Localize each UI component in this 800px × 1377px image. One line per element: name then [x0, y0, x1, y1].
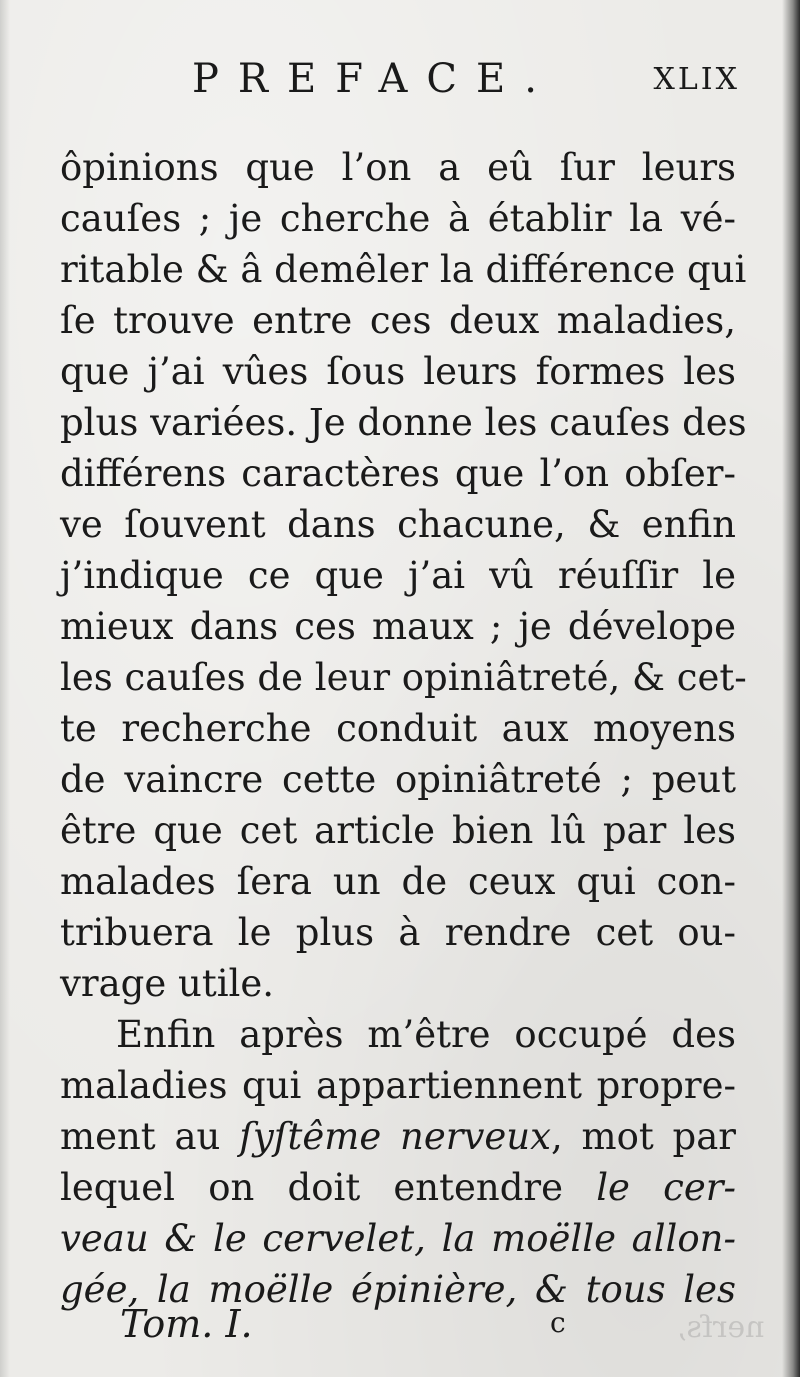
italic-line: gée, la moëlle épinière, & tous les	[60, 1268, 736, 1311]
text-line: vrage utile.	[60, 962, 275, 1005]
italic-term: ſyſtême nerveux	[239, 1115, 551, 1158]
text-line: malades ſera un de ceux qui con-	[60, 860, 736, 903]
text-line: ſe trouve entre ces deux maladies,	[60, 299, 736, 342]
text-line: plus variées. Je donne les cauſes des	[60, 401, 747, 444]
text-line: de vaincre cette opiniâtreté ; peut	[60, 758, 736, 801]
text-line: j’indique ce que j’ai vû réuſſir le	[60, 554, 736, 597]
text-line: ve ſouvent dans chacune, & enfin	[60, 503, 736, 546]
text-line: ritable & â demêler la différence qui	[60, 248, 747, 291]
page-edge-right	[782, 0, 800, 1377]
body-text	[60, 142, 747, 1315]
text-line: différens caractères que l’on obſer-	[60, 452, 736, 495]
text-line: te recherche conduit aux moyens	[60, 707, 736, 750]
text-line: mieux dans ces maux ; je dévelope	[60, 605, 736, 648]
signature-mark: c	[550, 1306, 566, 1339]
volume-mark: Tom. I.	[120, 1302, 253, 1346]
text-line: les cauſes de leur opiniâtreté, & cet-	[60, 656, 747, 699]
text-span: , mot par	[550, 1115, 736, 1158]
bleed-through-text: nerfs,	[676, 1310, 764, 1345]
text-line: tribuera le plus à rendre cet ou-	[60, 911, 736, 954]
running-title: PREFACE.	[192, 56, 556, 102]
text-span: lequel on doit entendre	[60, 1166, 597, 1209]
text-line: cauſes ; je cherche à établir la vé-	[60, 197, 736, 240]
italic-term: le cer-	[596, 1166, 736, 1209]
page-header	[60, 56, 740, 106]
page-number: XLIX	[653, 62, 740, 97]
text-line: ôpinions que l’on a eû ſur leurs	[60, 146, 736, 189]
italic-line: veau & le cervelet, la moëlle allon-	[60, 1217, 736, 1260]
text-span: ment au	[60, 1115, 240, 1158]
paragraph-start-line: Enfin après m’être occupé des	[116, 1013, 736, 1056]
text-line-mixed	[60, 1162, 736, 1213]
text-line: être que cet article bien lû par les	[60, 809, 736, 852]
page-edge-left	[0, 0, 10, 1377]
text-line: que j’ai vûes ſous leurs formes les	[60, 350, 736, 393]
page-footer	[60, 1302, 740, 1352]
text-line: maladies qui appartiennent propre-	[60, 1064, 736, 1107]
text-line-mixed	[60, 1111, 736, 1162]
